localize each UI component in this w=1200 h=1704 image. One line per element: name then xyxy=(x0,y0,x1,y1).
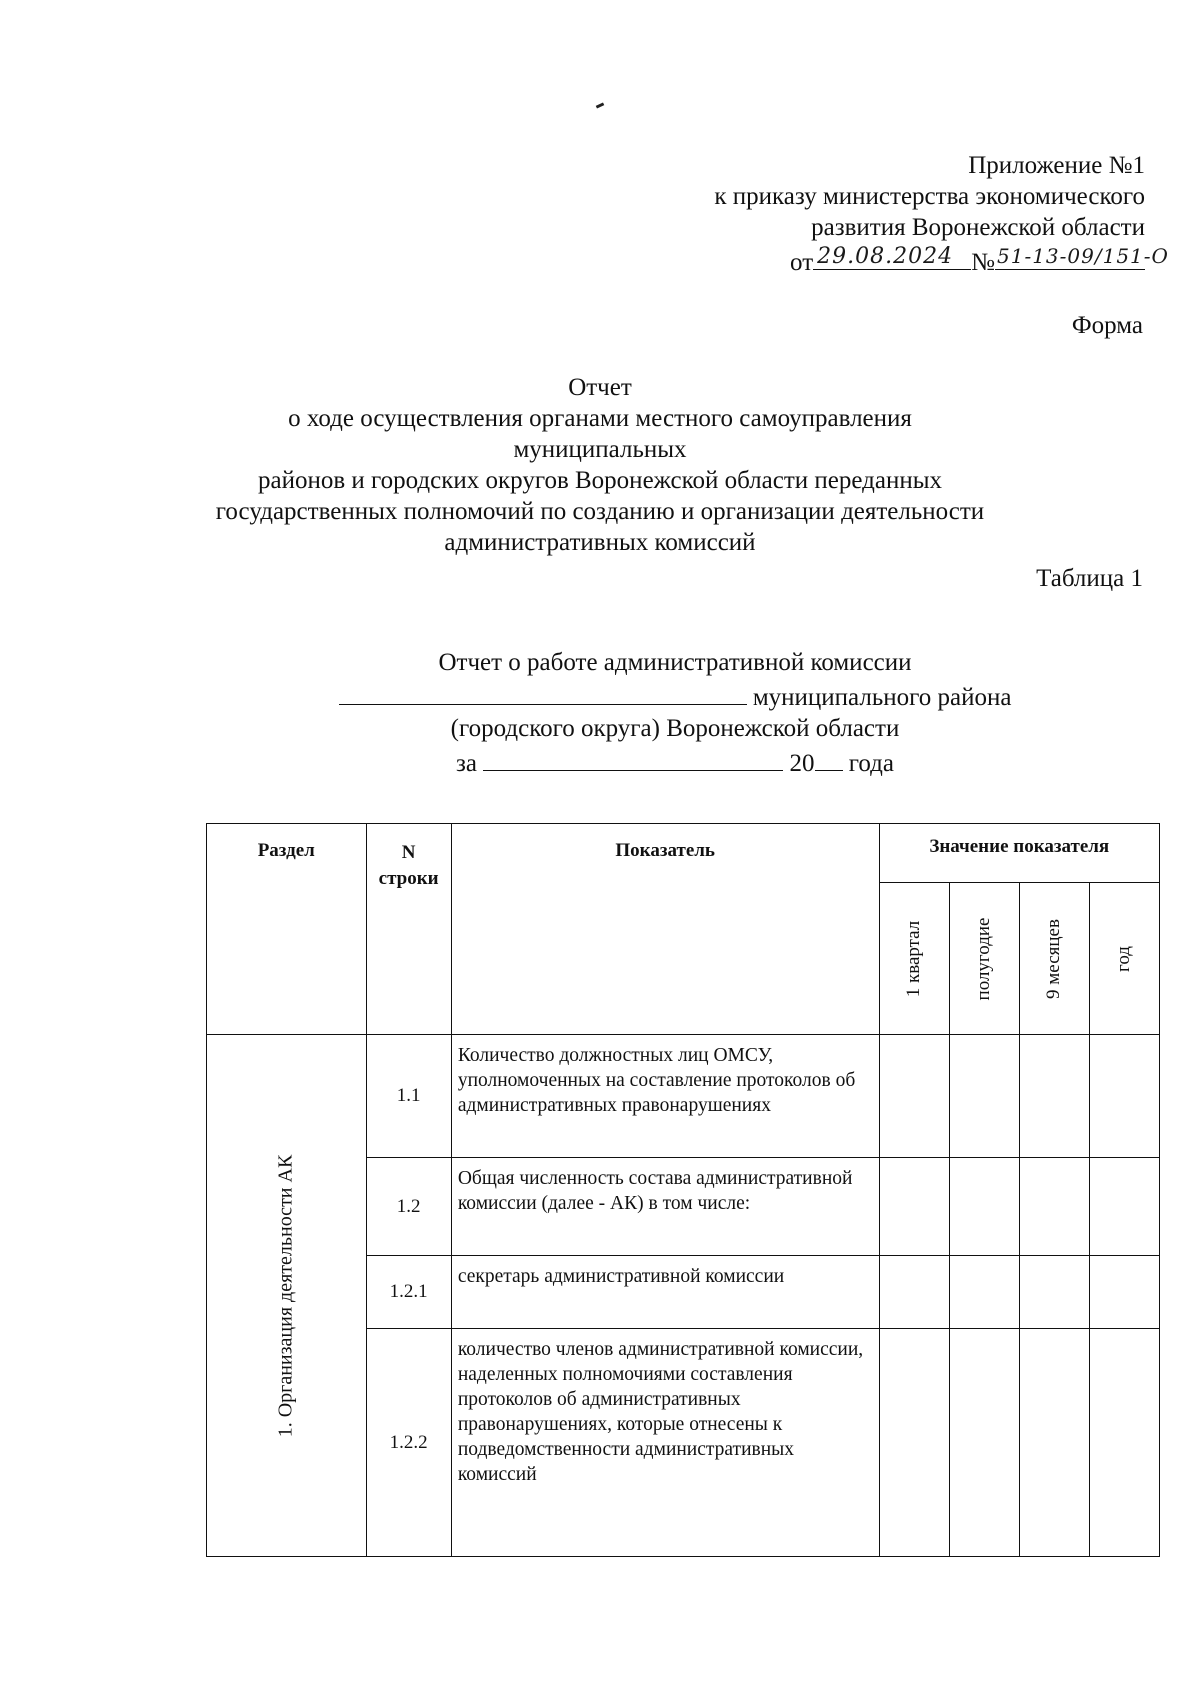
value-cell xyxy=(1089,1158,1159,1256)
subtitle-line4 xyxy=(315,744,1035,779)
section-cell xyxy=(207,1035,367,1557)
header-period-9m xyxy=(1019,883,1089,1035)
row-indicator: Общая численность состава административной комиссии (далее - АК) в том числе: xyxy=(451,1158,879,1256)
value-cell xyxy=(1089,1329,1159,1557)
table-row xyxy=(207,1035,1160,1158)
header-n: N xyxy=(401,842,416,863)
value-cell xyxy=(949,1035,1019,1158)
appendix-block xyxy=(585,150,1169,278)
subtitle-line2 xyxy=(315,678,1035,713)
subtitle-line2-suffix: муниципального района xyxy=(752,684,1012,711)
row-number: 1.1 xyxy=(366,1035,451,1158)
appendix-ministry-line: развития Воронежской области xyxy=(811,214,1145,241)
table-subtitle xyxy=(315,647,1035,779)
header-row-number xyxy=(366,824,451,1035)
header-razdel: Раздел xyxy=(207,824,367,1035)
subtitle-line3: (городского округа) Воронежской области xyxy=(450,715,900,742)
report-table xyxy=(206,823,1160,1557)
appendix-title: Приложение №1 xyxy=(968,152,1145,179)
form-label: Форма xyxy=(1071,312,1143,339)
value-cell xyxy=(1019,1256,1089,1329)
value-cell xyxy=(1089,1035,1159,1158)
value-cell xyxy=(879,1329,949,1557)
report-title-line1: Отчет xyxy=(568,374,632,401)
period-label: полугодие xyxy=(973,917,995,1001)
appendix-order-line: к приказу министерства экономического xyxy=(714,183,1145,210)
header-period-half xyxy=(949,883,1019,1035)
header-period-q1 xyxy=(879,883,949,1035)
handwritten-date: 29.08.2024 xyxy=(817,244,954,269)
subtitle-line1: Отчет о работе административной комиссии xyxy=(438,649,912,676)
report-title-line2: о ходе осуществления органами местного самоуправления муниципальных xyxy=(288,405,912,463)
value-cell xyxy=(1019,1158,1089,1256)
year-prefix: 20 xyxy=(789,750,815,777)
year-blank xyxy=(815,744,843,771)
report-title-line3: районов и городских округов Воронежской области переданных xyxy=(257,467,943,494)
header-period-year xyxy=(1089,883,1159,1035)
row-number: 1.2 xyxy=(366,1158,451,1256)
period-label: 9 месяцев xyxy=(1043,918,1065,999)
period-label: 1 квартал xyxy=(903,920,925,997)
year-suffix: года xyxy=(848,750,894,777)
row-indicator: Количество должностных лиц ОМСУ, уполномоченных на составление протоколов об административных правонарушениях xyxy=(451,1035,879,1158)
row-number: 1.2.1 xyxy=(366,1256,451,1329)
header-pokazatel: Показатель xyxy=(451,824,879,1035)
report-title xyxy=(200,372,1000,558)
row-number: 1.2.2 xyxy=(366,1329,451,1557)
value-cell xyxy=(1019,1035,1089,1158)
row-indicator: количество членов административной комиссии, наделенных полномочиями составления протоколов об административных правонарушениях, которые отнесены к подведомственности административных комиссий xyxy=(451,1329,879,1557)
header-stroki: строки xyxy=(378,868,439,889)
value-cell xyxy=(879,1256,949,1329)
value-cell xyxy=(1089,1256,1159,1329)
number-prefix: № xyxy=(971,249,995,276)
table-label: Таблица 1 xyxy=(1036,565,1143,592)
value-cell xyxy=(879,1035,949,1158)
header-row-1 xyxy=(207,824,1160,883)
value-cell xyxy=(949,1256,1019,1329)
report-title-line4: государственных полномочий по созданию и организации деятельности xyxy=(215,498,985,525)
handwritten-number: 51-13-09/151-О xyxy=(997,244,1169,268)
period-blank xyxy=(483,744,783,771)
date-blank xyxy=(813,243,971,270)
from-prefix: от xyxy=(790,249,814,276)
row-indicator: секретарь административной комиссии xyxy=(451,1256,879,1329)
number-blank xyxy=(995,243,1169,270)
value-cell xyxy=(879,1158,949,1256)
municipality-blank xyxy=(339,678,747,705)
appendix-date-number-line xyxy=(585,243,1169,278)
scan-mark xyxy=(596,102,605,108)
period-label: год xyxy=(1113,945,1135,972)
value-cell xyxy=(949,1158,1019,1256)
header-znachenie: Значение показателя xyxy=(879,824,1159,883)
value-cell xyxy=(1019,1329,1089,1557)
value-cell xyxy=(949,1329,1019,1557)
section-label: 1. Организация деятельности АК xyxy=(274,1154,297,1437)
period-prefix: за xyxy=(456,750,477,777)
report-title-line5: административных комиссий xyxy=(444,529,756,556)
